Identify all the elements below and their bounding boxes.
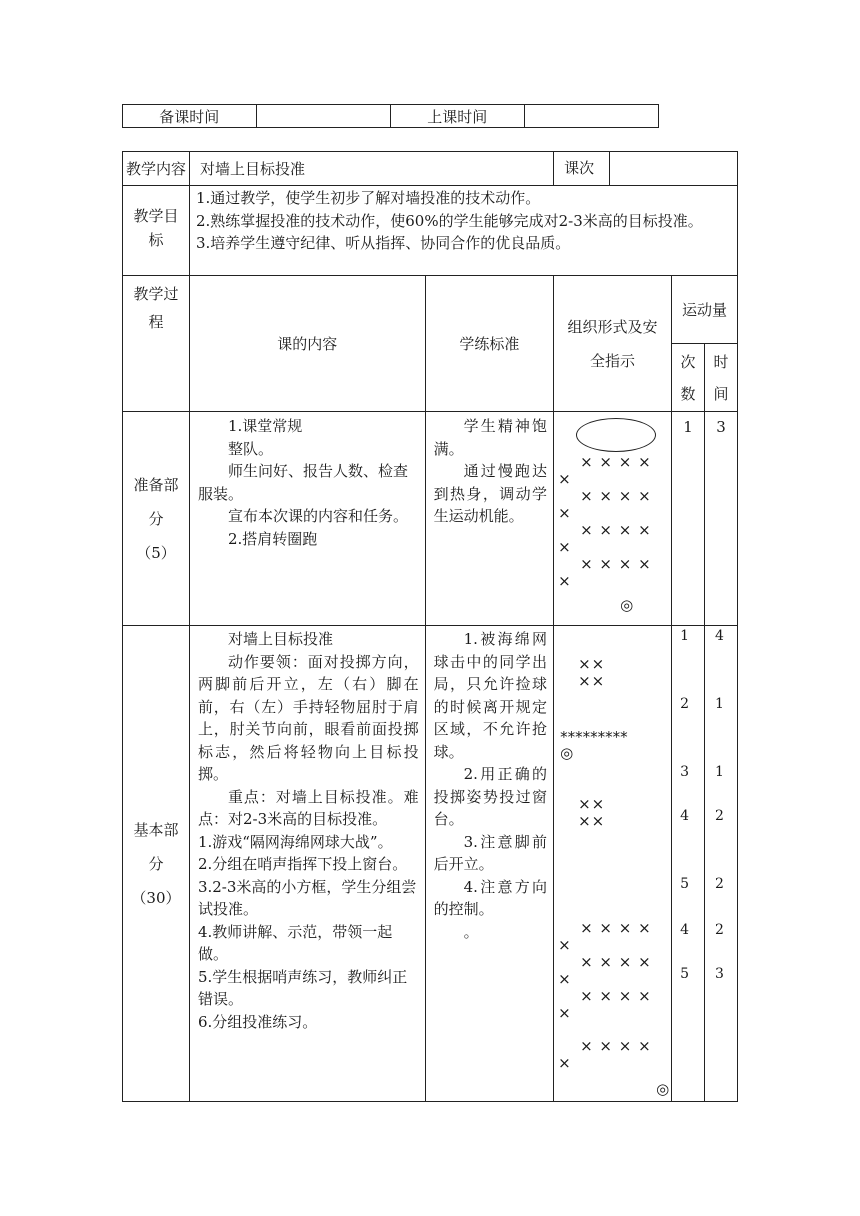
prep-content-line: 整队。 (227, 439, 273, 458)
basic-times-value: 1 (680, 628, 689, 644)
times-header: 次数 (672, 344, 705, 412)
goal-item: 2.熟练掌握投准的技术动作，使60%的学生能够完成对2-3米高的目标投准。 (195, 211, 703, 230)
student-group-a (578, 656, 605, 690)
basic-duration-value: 1 (715, 696, 724, 712)
basic-times (672, 626, 705, 1102)
student-row: × × × × × (558, 453, 652, 488)
prep-content-line: 1.课堂常规 (227, 417, 303, 435)
prep-label-text: 准备部分 (133, 475, 179, 528)
teacher-marker: ◎ (656, 1080, 671, 1098)
basic-duration (705, 626, 738, 1102)
basic-standard-line: 。 (463, 922, 479, 941)
standard-header: 学练标准 (425, 276, 553, 412)
basic-duration-value: 3 (715, 966, 724, 982)
basic-standard-line: 4.注意方向的控制。 (433, 877, 548, 918)
basic-content-line: 对墙上目标投准 (227, 630, 333, 648)
prep-standard (425, 412, 553, 626)
class-time-value (524, 105, 658, 128)
basic-times-value: 2 (680, 696, 689, 712)
prep-content-line: 2.搭肩转圈跑 (227, 529, 318, 548)
basic-times-value: 4 (680, 922, 689, 938)
goals-list (189, 186, 737, 276)
basic-content-line: 重点：对墙上目标投准。难点：对2-3米高的目标投准。 (197, 787, 419, 828)
student-row: × × × × × (558, 953, 652, 988)
goal-item: 3.培养学生遵守纪律、听从指挥、协同合作的优良品质。 (195, 234, 571, 252)
basic-formation (554, 626, 672, 1102)
header-table (122, 104, 659, 128)
process-header (123, 276, 190, 412)
net-line-stars: ********* (560, 728, 628, 746)
basic-content-line: 6.分组投准练习。 (197, 1012, 318, 1031)
prep-content-line: 宣布本次课的内容和任务。 (227, 507, 408, 525)
circle-track-shape (576, 418, 656, 452)
session-label: 课次 (554, 152, 610, 185)
prep-formation (554, 412, 672, 626)
basic-standard-line: 2.用正确的投掷姿势投过窗台。 (433, 765, 548, 828)
prep-time-value (256, 105, 390, 128)
goals-label (123, 186, 190, 276)
student-row: × × × × × (558, 555, 652, 590)
prep-section-label (123, 412, 190, 626)
prep-standard-line: 学生精神饱满。 (433, 417, 548, 458)
student-pair: ×× (578, 655, 606, 673)
basic-content-line: 4.教师讲解、示范，带领一起做。 (197, 922, 393, 963)
prep-minutes: （5） (136, 543, 176, 562)
prep-time-label: 备课时间 (123, 105, 257, 128)
goals-label-text: 教学目标 (133, 207, 179, 249)
load-header (672, 276, 738, 344)
basic-times-value: 4 (680, 808, 689, 824)
basic-standard-line: 1.被海绵网球击中的同学出局，只允许捡球的时候离开规定区域，不允许抢球。 (433, 630, 548, 761)
student-rows (558, 454, 666, 590)
content-header: 课的内容 (189, 276, 425, 412)
student-row: × × × × × (558, 919, 652, 954)
basic-standard-line: 3.注意脚前后开立。 (433, 832, 548, 873)
basic-duration-value: 4 (715, 628, 724, 644)
student-pair: ×× (578, 812, 606, 830)
basic-times-value: 5 (680, 966, 689, 982)
student-pair: ×× (578, 795, 606, 813)
student-row: × × × × × (558, 987, 652, 1022)
teacher-marker: ◎ (620, 596, 635, 614)
basic-duration-value: 2 (715, 808, 724, 824)
teacher-marker: ◎ (560, 744, 575, 762)
student-group-b (578, 796, 605, 830)
prep-content (189, 412, 425, 626)
basic-duration-value: 1 (715, 764, 724, 780)
process-header-text: 教学过程 (133, 285, 179, 331)
organization-header (554, 276, 672, 412)
basic-content-line: 3.2-3米高的小方框，学生分组尝试投准。 (197, 877, 417, 918)
load-header-text: 运动量 (682, 300, 728, 319)
student-rows (558, 920, 666, 1072)
student-row: × × × × × (558, 487, 652, 522)
basic-content (189, 626, 425, 1102)
session-cell (554, 152, 738, 186)
basic-content-line: 5.学生根据哨声练习，教师纠正错误。 (197, 967, 408, 1008)
student-pair: ×× (578, 672, 606, 690)
goal-item: 1.通过教学，使学生初步了解对墙投准的技术动作。 (195, 189, 541, 207)
prep-standard-line: 通过慢跑达到热身，调动学生运动机能。 (433, 462, 548, 525)
basic-times-value: 5 (680, 876, 689, 892)
student-row: × × × × × (558, 521, 652, 556)
class-time-label: 上课时间 (390, 105, 524, 128)
basic-duration-value: 2 (715, 876, 724, 892)
lesson-plan-table (122, 151, 738, 1102)
basic-content-line: 1.游戏“隔网海绵网球大战”。 (197, 832, 393, 851)
organization-header-text: 组织形式及安全指示 (567, 317, 658, 370)
prep-duration-value: 3 (716, 418, 726, 436)
basic-minutes: （30） (131, 888, 181, 907)
prep-times-value: 1 (683, 418, 693, 436)
basic-section-label (123, 626, 190, 1102)
content-label: 教学内容 (123, 152, 190, 186)
content-value: 对墙上目标投准 (189, 152, 553, 186)
basic-times-value: 3 (680, 764, 689, 780)
basic-standard (425, 626, 553, 1102)
basic-duration-value: 2 (715, 922, 724, 938)
prep-duration (705, 412, 738, 626)
duration-header: 时间 (705, 344, 738, 412)
prep-content-line: 师生问好、报告人数、检查服装。 (197, 462, 408, 503)
basic-content-line: 2.分组在哨声指挥下投上窗台。 (197, 855, 408, 873)
student-row: × × × × × (558, 1037, 652, 1072)
basic-label-text: 基本部分 (133, 820, 179, 873)
prep-times (672, 412, 705, 626)
basic-content-line: 动作要领：面对投掷方向，两脚前后开立，左（右）脚在前，右（左）手持轻物屈肘于肩上，肘关节向前，眼看前面投掷标志，然后将轻物向上目标投掷。 (197, 652, 419, 783)
